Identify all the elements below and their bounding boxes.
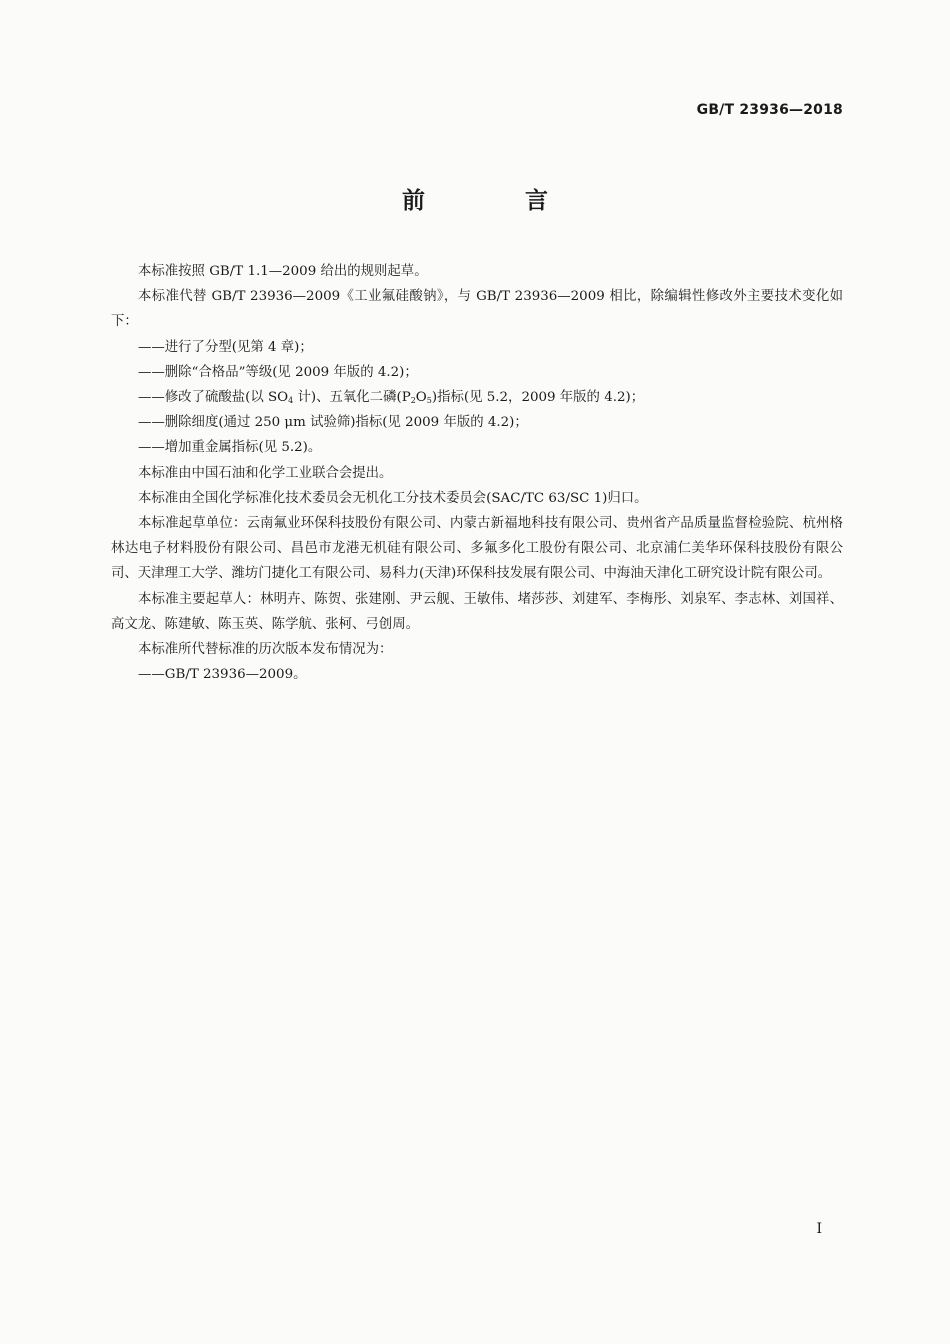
list-item: ——GB/T 23936—2009。 (138, 667, 307, 683)
text-run: ——修改了硫酸盐(以 SO (138, 390, 289, 406)
paragraph-history: 本标准所代替标准的历次版本发布情况为： (138, 642, 393, 658)
foreword-body (111, 259, 843, 687)
list-item: ——删除“合格品”等级(见 2009 年版的 4.2)； (138, 364, 418, 380)
list-item: ——删除细度(通过 250 μm 试验筛)指标(见 2009 年版的 4.2)； (138, 415, 528, 431)
list-item (111, 385, 843, 410)
paragraph-replacement: 本标准代替 GB/T 23936—2009《工业氟硅酸钠》，与 GB/T 23936—2009 相比，除编辑性修改外主要技术变化如下： (111, 289, 843, 330)
page-title: 前 言 (401, 188, 594, 214)
paragraph-drafting-units: 本标准起草单位：云南氟业环保科技股份有限公司、内蒙古新福地科技有限公司、贵州省产品质量监督检验院、杭州格林达电子材料股份有限公司、昌邑市龙港无机硅有限公司、多氟多化工股份有限公司、北京浦仁美华环保科技股份有限公司、天津理工大学、潍坊门捷化工有限公司、易科力(天津)环保科技发展有限公司、中海油天津化工研究设计院有限公司。 (111, 516, 843, 582)
subscript: 5 (426, 396, 432, 406)
list-item: ——进行了分型(见第 4 章)； (138, 339, 313, 355)
subscript: 2 (410, 396, 416, 406)
paragraph-proposer: 本标准由中国石油和化学工业联合会提出。 (138, 465, 393, 481)
text-run: O (415, 390, 427, 406)
text-run: 计)、五氧化二磷(P (293, 390, 411, 406)
standard-number: GB/T 23936—2018 (696, 102, 843, 118)
list-item: ——增加重金属指标(见 5.2)。 (138, 440, 322, 456)
page-number: I (816, 1221, 822, 1237)
subscript: 4 (288, 396, 294, 406)
paragraph-committee: 本标准由全国化学标准化技术委员会无机化工分技术委员会(SAC/TC 63/SC 1)归口。 (138, 490, 648, 506)
paragraph-drafters: 本标准主要起草人：林明卉、陈贺、张建刚、尹云舰、王敏伟、堵莎莎、刘建军、李梅彤、刘泉军、李志林、刘国祥、高文龙、陈建敏、陈玉英、陈学航、张柯、弓创周。 (111, 591, 843, 632)
paragraph-drafting-rules: 本标准按照 GB/T 1.1—2009 给出的规则起草。 (138, 264, 428, 279)
text-run: )指标(见 5.2，2009 年版的 4.2)； (431, 390, 645, 406)
